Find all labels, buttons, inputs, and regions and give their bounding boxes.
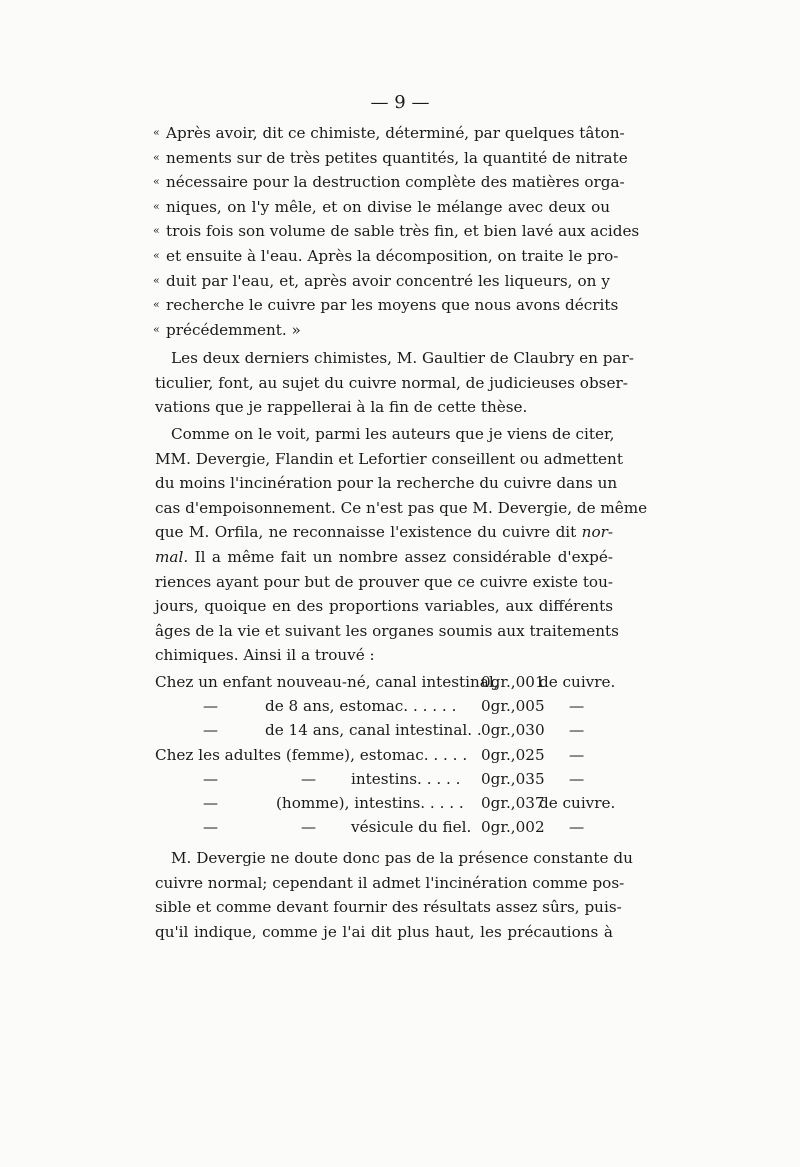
quote-line: « nécessaire pour la destruction complète des matières orga- (166, 170, 610, 195)
row-suffix: — (569, 769, 585, 788)
page-number: — 9 — (370, 92, 430, 113)
ditto-dash: — (301, 818, 316, 837)
quote-line: « nements sur de très petites quantités, la quantité de nitrate (166, 146, 610, 171)
row-suffix: de cuivre. (539, 673, 616, 691)
text-line: qu'il indique, comme je l'ai dit plus haut, les précautions à (155, 922, 613, 941)
row-value: 0gr.,005 (481, 697, 545, 716)
quote-mark: « (153, 248, 160, 262)
quote-close-mark: » (291, 320, 301, 339)
text-line: Les deux derniers chimistes, M. Gaultier de Claubry en par- (171, 349, 634, 367)
text-line: mal. Il a même fait un nombre assez considérable d'expé- (155, 547, 614, 566)
row-label: de 14 ans, canal intestinal. . (265, 721, 482, 740)
text-line: âges de la vie et suivant les organes soumis aux traitements (155, 621, 619, 640)
row-value: 0gr.,037 (481, 793, 545, 812)
italic-term: mal. (155, 547, 189, 566)
row-value: 0gr.,002 (481, 818, 545, 837)
row-value: 0gr.,001 (481, 673, 545, 691)
row-suffix: — (569, 697, 585, 716)
text-line: Comme on le voit, parmi les auteurs que je viens de citer, (171, 425, 615, 443)
row-label: Chez les adultes (femme), estomac. . . . . (155, 745, 468, 764)
ditto-dash: — (203, 697, 218, 716)
quote-mark: « (153, 126, 160, 139)
row-suffix: — (569, 818, 585, 837)
row-label: de 8 ans, estomac. . . . . . (265, 697, 457, 716)
text-line: M. Devergie ne doute donc pas de la présence constante du (171, 849, 633, 867)
text-line: vations que je rappellerai à la fin de cette thèse. (155, 398, 528, 417)
text-line: que M. Orfila, ne reconnaisse l'existence du cuivre dit nor- (155, 523, 613, 542)
row-value: 0gr.,025 (481, 745, 545, 764)
results-table (155, 670, 615, 839)
text-line: ticulier, font, au sujet du cuivre normal, de judicieuses obser- (155, 373, 628, 392)
row-value: 0gr.,030 (481, 721, 545, 740)
text-line: MM. Devergie, Flandin et Lefortier conseillent ou admettent (155, 449, 623, 468)
quote-mark: « (153, 273, 160, 287)
quote-mark: « (153, 322, 160, 336)
paragraph (155, 846, 633, 944)
text-line: cas d'empoisonnement. Ce n'est pas que M. Devergie, de même (155, 498, 648, 517)
quote-line: « niques, on l'y mêle, et on divise le mélange avec deux ou (166, 195, 610, 220)
paragraph (155, 422, 648, 668)
text-line: cuivre normal; cependant il admet l'incinération comme pos- (155, 873, 625, 892)
table-row (155, 670, 615, 694)
text-line: sible et comme devant fournir des résultats assez sûrs, puis- (155, 898, 622, 917)
quote-line: « duit par l'eau, et, après avoir concentré les liqueurs, on y (166, 269, 610, 294)
italic-term: nor- (581, 523, 613, 542)
quote-mark: « (153, 150, 160, 164)
row-label: intestins. . . . . (351, 769, 461, 788)
quote-mark: « (153, 175, 160, 189)
table-row (155, 815, 615, 839)
row-suffix: de cuivre. (539, 793, 616, 812)
quote-line: « recherche le cuivre par les moyens que nous avons décrits (166, 293, 610, 318)
quoted-passage (153, 121, 640, 342)
quote-line: « Après avoir, dit ce chimiste, déterminé, par quelques tâton- (166, 121, 610, 146)
quote-line: « précédemment. » (166, 318, 610, 343)
ditto-dash: — (301, 769, 316, 788)
quote-mark: « (153, 199, 160, 213)
ditto-dash: — (203, 793, 218, 812)
row-label: vésicule du fiel. (351, 818, 472, 837)
ditto-dash: — (203, 769, 218, 788)
row-value: 0gr.,035 (481, 769, 545, 788)
table-row (155, 767, 615, 791)
table-row (155, 791, 615, 815)
quote-mark: « (153, 298, 160, 312)
row-suffix: — (569, 745, 585, 764)
text-line: riences ayant pour but de prouver que ce cuivre existe tou- (155, 572, 613, 591)
text-line: jours, quoique en des proportions variables, aux différents (155, 597, 613, 616)
text-line: du moins l'incinération pour la recherche du cuivre dans un (155, 474, 618, 493)
table-row (155, 694, 615, 718)
quote-line: « et ensuite à l'eau. Après la décomposition, on traite le pro- (166, 244, 610, 269)
table-row (155, 743, 615, 767)
text-line: chimiques. Ainsi il a trouvé : (155, 646, 375, 665)
ditto-dash: — (203, 721, 218, 740)
row-label: (homme), intestins. . . . . (276, 793, 464, 812)
table-row (155, 718, 615, 742)
row-suffix: — (569, 721, 585, 740)
quote-line: « trois fois son volume de sable très fin, et bien lavé aux acides (166, 219, 610, 244)
paragraph (155, 346, 634, 420)
row-label: Chez un enfant nouveau-né, canal intestinal, (155, 673, 499, 691)
ditto-dash: — (203, 818, 218, 837)
quote-mark: « (153, 224, 160, 238)
